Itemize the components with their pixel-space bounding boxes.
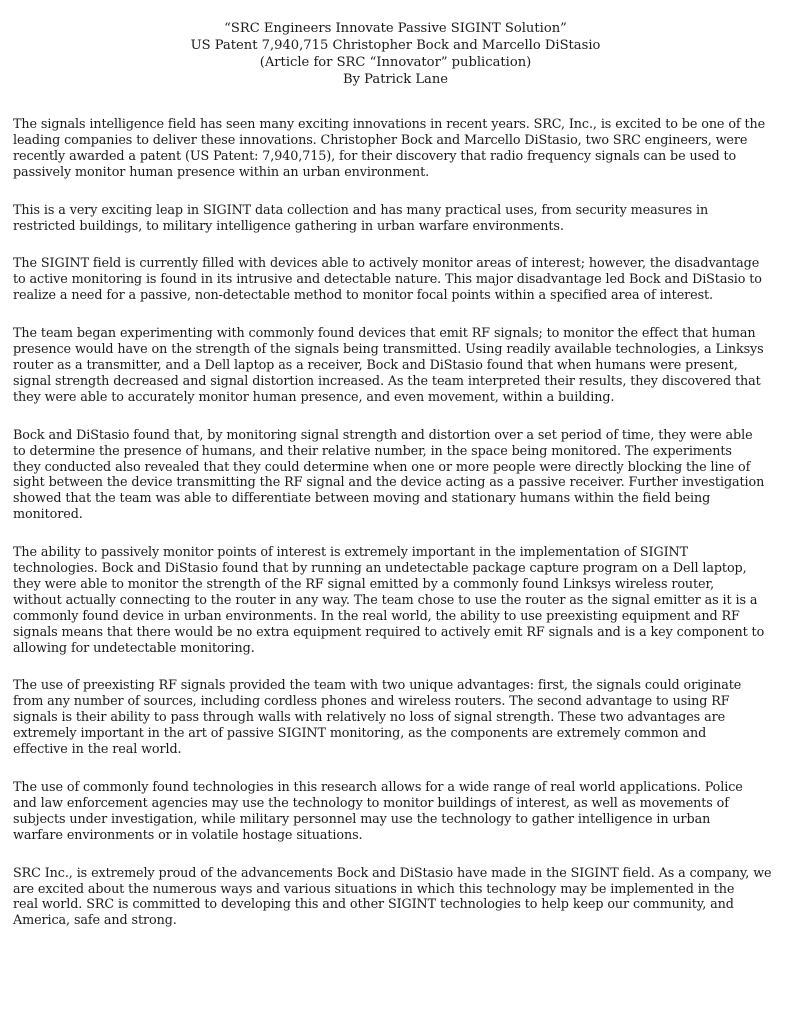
paragraph-line: signal strength decreased and signal distortion increased. As the team interpreted their results, they discovered that — [13, 373, 761, 389]
paragraph-line: presence would have on the strength of the signals being transmitted. Using readily available technologies, a Linksys — [13, 342, 764, 358]
paragraph-line: passively monitor human presence within an urban environment. — [13, 164, 430, 180]
paragraph-line: and law enforcement agencies may use the technology to monitor buildings of interest, as well as movements of — [13, 795, 729, 811]
body-paragraph — [13, 428, 791, 523]
paragraph-line: from any number of sources, including cordless phones and wireless routers. The second advantage to using RF — [13, 694, 730, 710]
paragraph-line: real world. SRC is committed to developing this and other SIGINT technologies to help keep our community, and — [13, 897, 734, 913]
paragraph-line: without actually connecting to the router in any way. The team chose to use the router as the signal emitter as it is a — [13, 592, 758, 608]
paragraph-line: router as a transmitter, and a Dell laptop as a receiver, Bock and DiStasio found that when humans were present, — [13, 357, 738, 373]
paragraph-line: to determine the presence of humans, and their relative number, in the space being monitored. The experiments — [13, 443, 732, 459]
paragraph-line: realize a need for a passive, non-detectable method to monitor focal points within a specified area of interest. — [13, 288, 713, 304]
paragraph-line: The ability to passively monitor points of interest is extremely important in the implementation of SIGINT — [13, 545, 688, 561]
paragraph-line: effective in the real world. — [13, 742, 182, 758]
paragraph-line: monitored. — [13, 507, 83, 523]
paragraph-line: restricted buildings, to military intelligence gathering in urban warfare environments. — [13, 218, 564, 234]
paragraph-line: to active monitoring is found in its intrusive and detectable nature. This major disadvantage led Bock and DiStasio to — [13, 272, 762, 288]
paragraph-line: This is a very exciting leap in SIGINT data collection and has many practical uses, from security measures in — [13, 202, 709, 218]
paragraph-line: The team began experimenting with commonly found devices that emit RF signals; to monitor the effect that human — [13, 326, 756, 342]
paragraph-line: they were able to monitor the strength of the RF signal emitted by a commonly found Linksys wireless router, — [13, 576, 715, 592]
paragraph-line: leading companies to deliver these innovations. Christopher Bock and Marcello DiStasio, two SRC engineers, were — [13, 132, 748, 148]
patent-line: US Patent 7,940,715 Christopher Bock and Marcello DiStasio — [190, 38, 601, 53]
paragraph-line: commonly found device in urban environments. In the real world, the ability to use preexisting equipment and RF — [13, 608, 740, 624]
paragraph-line: subjects under investigation, while military personnel may use the technology to gather intelligence in urban — [13, 811, 711, 827]
body-paragraph — [13, 117, 791, 181]
paragraph-line: The use of commonly found technologies in this research allows for a wide range of real world applications. Police — [13, 780, 743, 795]
paragraph-line: are excited about the numerous ways and various situations in which this technology may be implemented in the — [13, 881, 735, 897]
paragraph-line: sight between the device transmitting the RF signal and the device acting as a passive receiver. Further investigation — [13, 475, 765, 491]
paragraph-line: recently awarded a patent (US Patent: 7,940,715), for their discovery that radio frequency signals can be used to — [13, 148, 737, 164]
body-paragraph — [13, 780, 791, 844]
paragraph-line: warfare environments or in volatile hostage situations. — [13, 827, 363, 843]
paragraph-line: they conducted also revealed that they could determine when one or more people were directly blocking the line of — [13, 459, 751, 475]
paragraph-line: signals means that there would be no extra equipment required to actively emit RF signals and is a key component to — [13, 624, 765, 640]
body-paragraph — [13, 256, 791, 304]
paragraph-line: The use of preexisting RF signals provided the team with two unique advantages: first, the signals could originate — [13, 678, 742, 694]
body-paragraph — [13, 326, 791, 406]
body-paragraph — [13, 545, 791, 656]
article-title: “SRC Engineers Innovate Passive SIGINT Solution” — [224, 21, 567, 36]
article-header — [0, 20, 791, 88]
body-paragraph — [13, 866, 791, 930]
paragraph-line: allowing for undetectable monitoring. — [13, 640, 255, 656]
author-byline: By Patrick Lane — [342, 72, 449, 87]
body-paragraph — [13, 203, 791, 235]
paragraph-line: showed that the team was able to differentiate between moving and stationary humans within the field being — [13, 491, 711, 507]
paragraph-line: The signals intelligence field has seen many exciting innovations in recent years. SRC, Inc., is excited to be one of the — [13, 117, 766, 132]
body-paragraph — [13, 678, 791, 758]
paragraph-line: America, safe and strong. — [13, 913, 177, 929]
paragraph-line: extremely important in the art of passive SIGINT monitoring, as the components are extremely common and — [13, 726, 707, 742]
paragraph-line: they were able to accurately monitor human presence, and even movement, within a building. — [13, 389, 615, 405]
paragraph-line: signals is their ability to pass through walls with relatively no loss of signal strength. These two advantages are — [13, 710, 726, 726]
article-body — [13, 117, 791, 951]
paragraph-line: technologies. Bock and DiStasio found that by running an undetectable package capture program on a Dell laptop, — [13, 561, 747, 577]
paragraph-line: The SIGINT field is currently filled with devices able to actively monitor areas of interest; however, the disadvantage — [13, 256, 760, 272]
paragraph-line: SRC Inc., is extremely proud of the advancements Bock and DiStasio have made in the SIGINT field. As a company, we — [13, 865, 772, 881]
publication-note: (Article for SRC “Innovator” publication) — [259, 55, 532, 70]
paragraph-line: Bock and DiStasio found that, by monitoring signal strength and distortion over a set period of time, they were able — [13, 427, 753, 443]
